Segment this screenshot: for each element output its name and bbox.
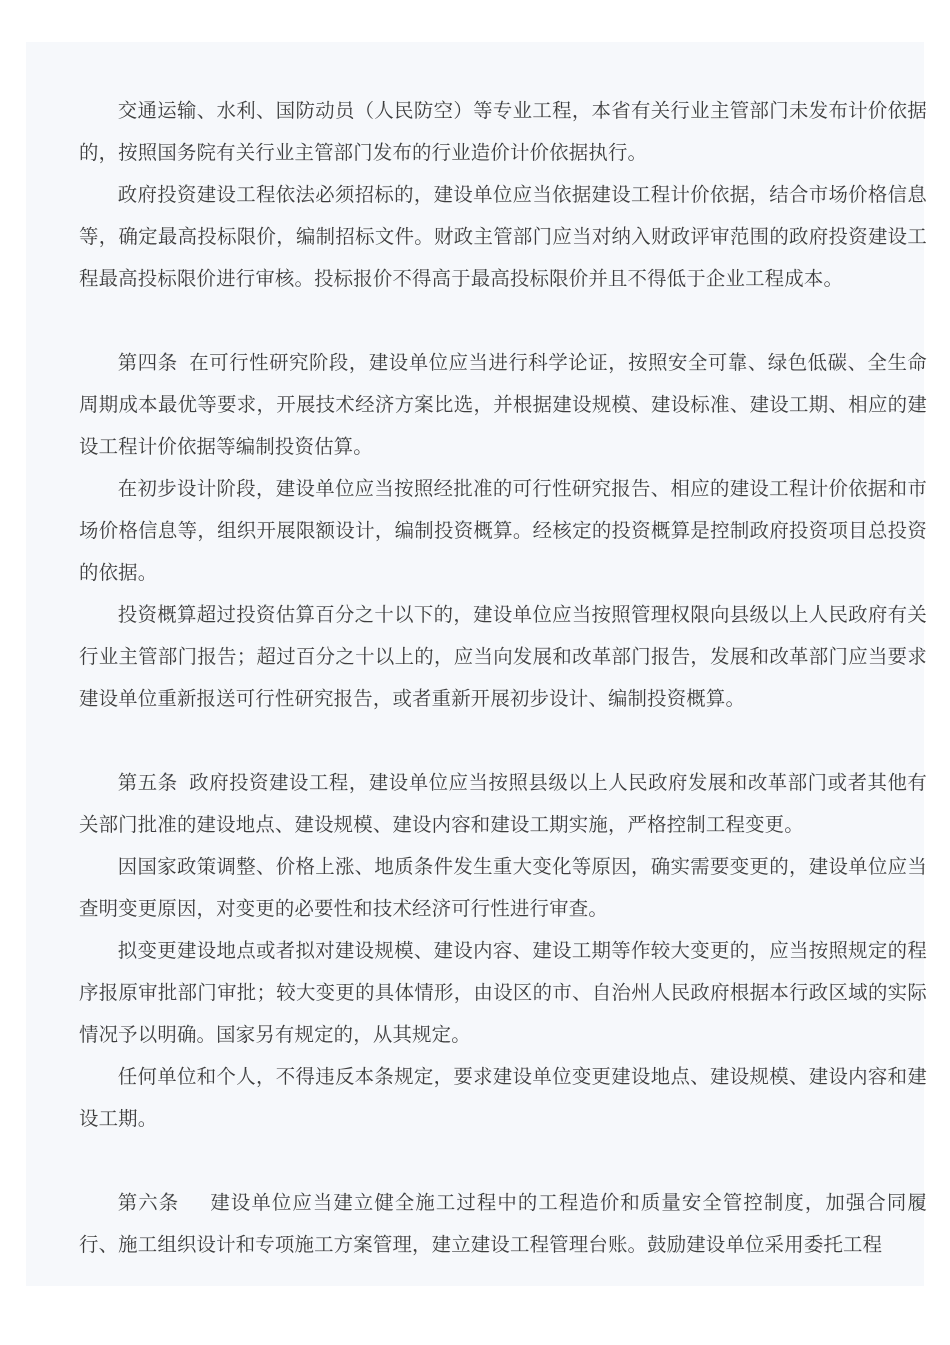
paragraph: 交通运输、水利、国防动员（人民防空）等专业工程，本省有关行业主管部门未发布计价依据的，按照国务院有关行业主管部门发布的行业造价计价依据执行。 [79,99,927,164]
article-4-paragraph-1 [79,342,927,468]
document-panel [26,42,927,1286]
article-4-number: 第四条 [117,351,178,374]
spacer [79,720,927,762]
document-body [79,90,927,1266]
paragraph: 在初步设计阶段，建设单位应当按照经批准的可行性研究报告、相应的建设工程计价依据和市场价格信息等，组织开展限额设计，编制投资概算。经核定的投资概算是控制政府投资项目总投资的依据。 [79,477,927,584]
article-6-text: 建设单位应当建立健全施工过程中的工程造价和质量安全管控制度，加强合同履行、施工组织设计和专项施工方案管理，建立建设工程管理台账。鼓励建设单位采用委托工程 [79,1191,927,1256]
spacer [79,300,927,342]
article-5-paragraph-1 [79,762,927,846]
paragraph: 政府投资建设工程依法必须招标的，建设单位应当依据建设工程计价依据，结合市场价格信息等，确定最高投标限价，编制招标文件。财政主管部门应当对纳入财政评审范围的政府投资建设工程最高投标限价进行审核。投标报价不得高于最高投标限价并且不得低于企业工程成本。 [79,183,927,290]
article-5-number: 第五条 [117,771,178,794]
paragraph: 拟变更建设地点或者拟对建设规模、建设内容、建设工期等作较大变更的，应当按照规定的程序报原审批部门审批；较大变更的具体情形，由设区的市、自治州人民政府根据本行政区域的实际情况予以明确。国家另有规定的，从其规定。 [79,939,927,1046]
paragraph: 任何单位和个人，不得违反本条规定，要求建设单位变更建设地点、建设规模、建设内容和建设工期。 [79,1065,927,1130]
article-4-text: 在可行性研究阶段，建设单位应当进行科学论证，按照安全可靠、绿色低碳、全生命周期成本最优等要求，开展技术经济方案比选，并根据建设规模、建设标准、建设工期、相应的建设工程计价依据等编制投资估算。 [79,351,927,458]
article-6-number: 第六条 [117,1191,180,1214]
spacer [79,1140,927,1182]
article-6-paragraph-1 [79,1182,927,1266]
paragraph: 因国家政策调整、价格上涨、地质条件发生重大变化等原因，确实需要变更的，建设单位应当查明变更原因，对变更的必要性和技术经济可行性进行审查。 [79,855,927,920]
article-5-text: 政府投资建设工程，建设单位应当按照县级以上人民政府发展和改革部门或者其他有关部门批准的建设地点、建设规模、建设内容和建设工期实施，严格控制工程变更。 [79,771,927,836]
paragraph: 投资概算超过投资估算百分之十以下的，建设单位应当按照管理权限向县级以上人民政府有关行业主管部门报告；超过百分之十以上的，应当向发展和改革部门报告，发展和改革部门应当要求建设单位重新报送可行性研究报告，或者重新开展初步设计、编制投资概算。 [79,603,927,710]
